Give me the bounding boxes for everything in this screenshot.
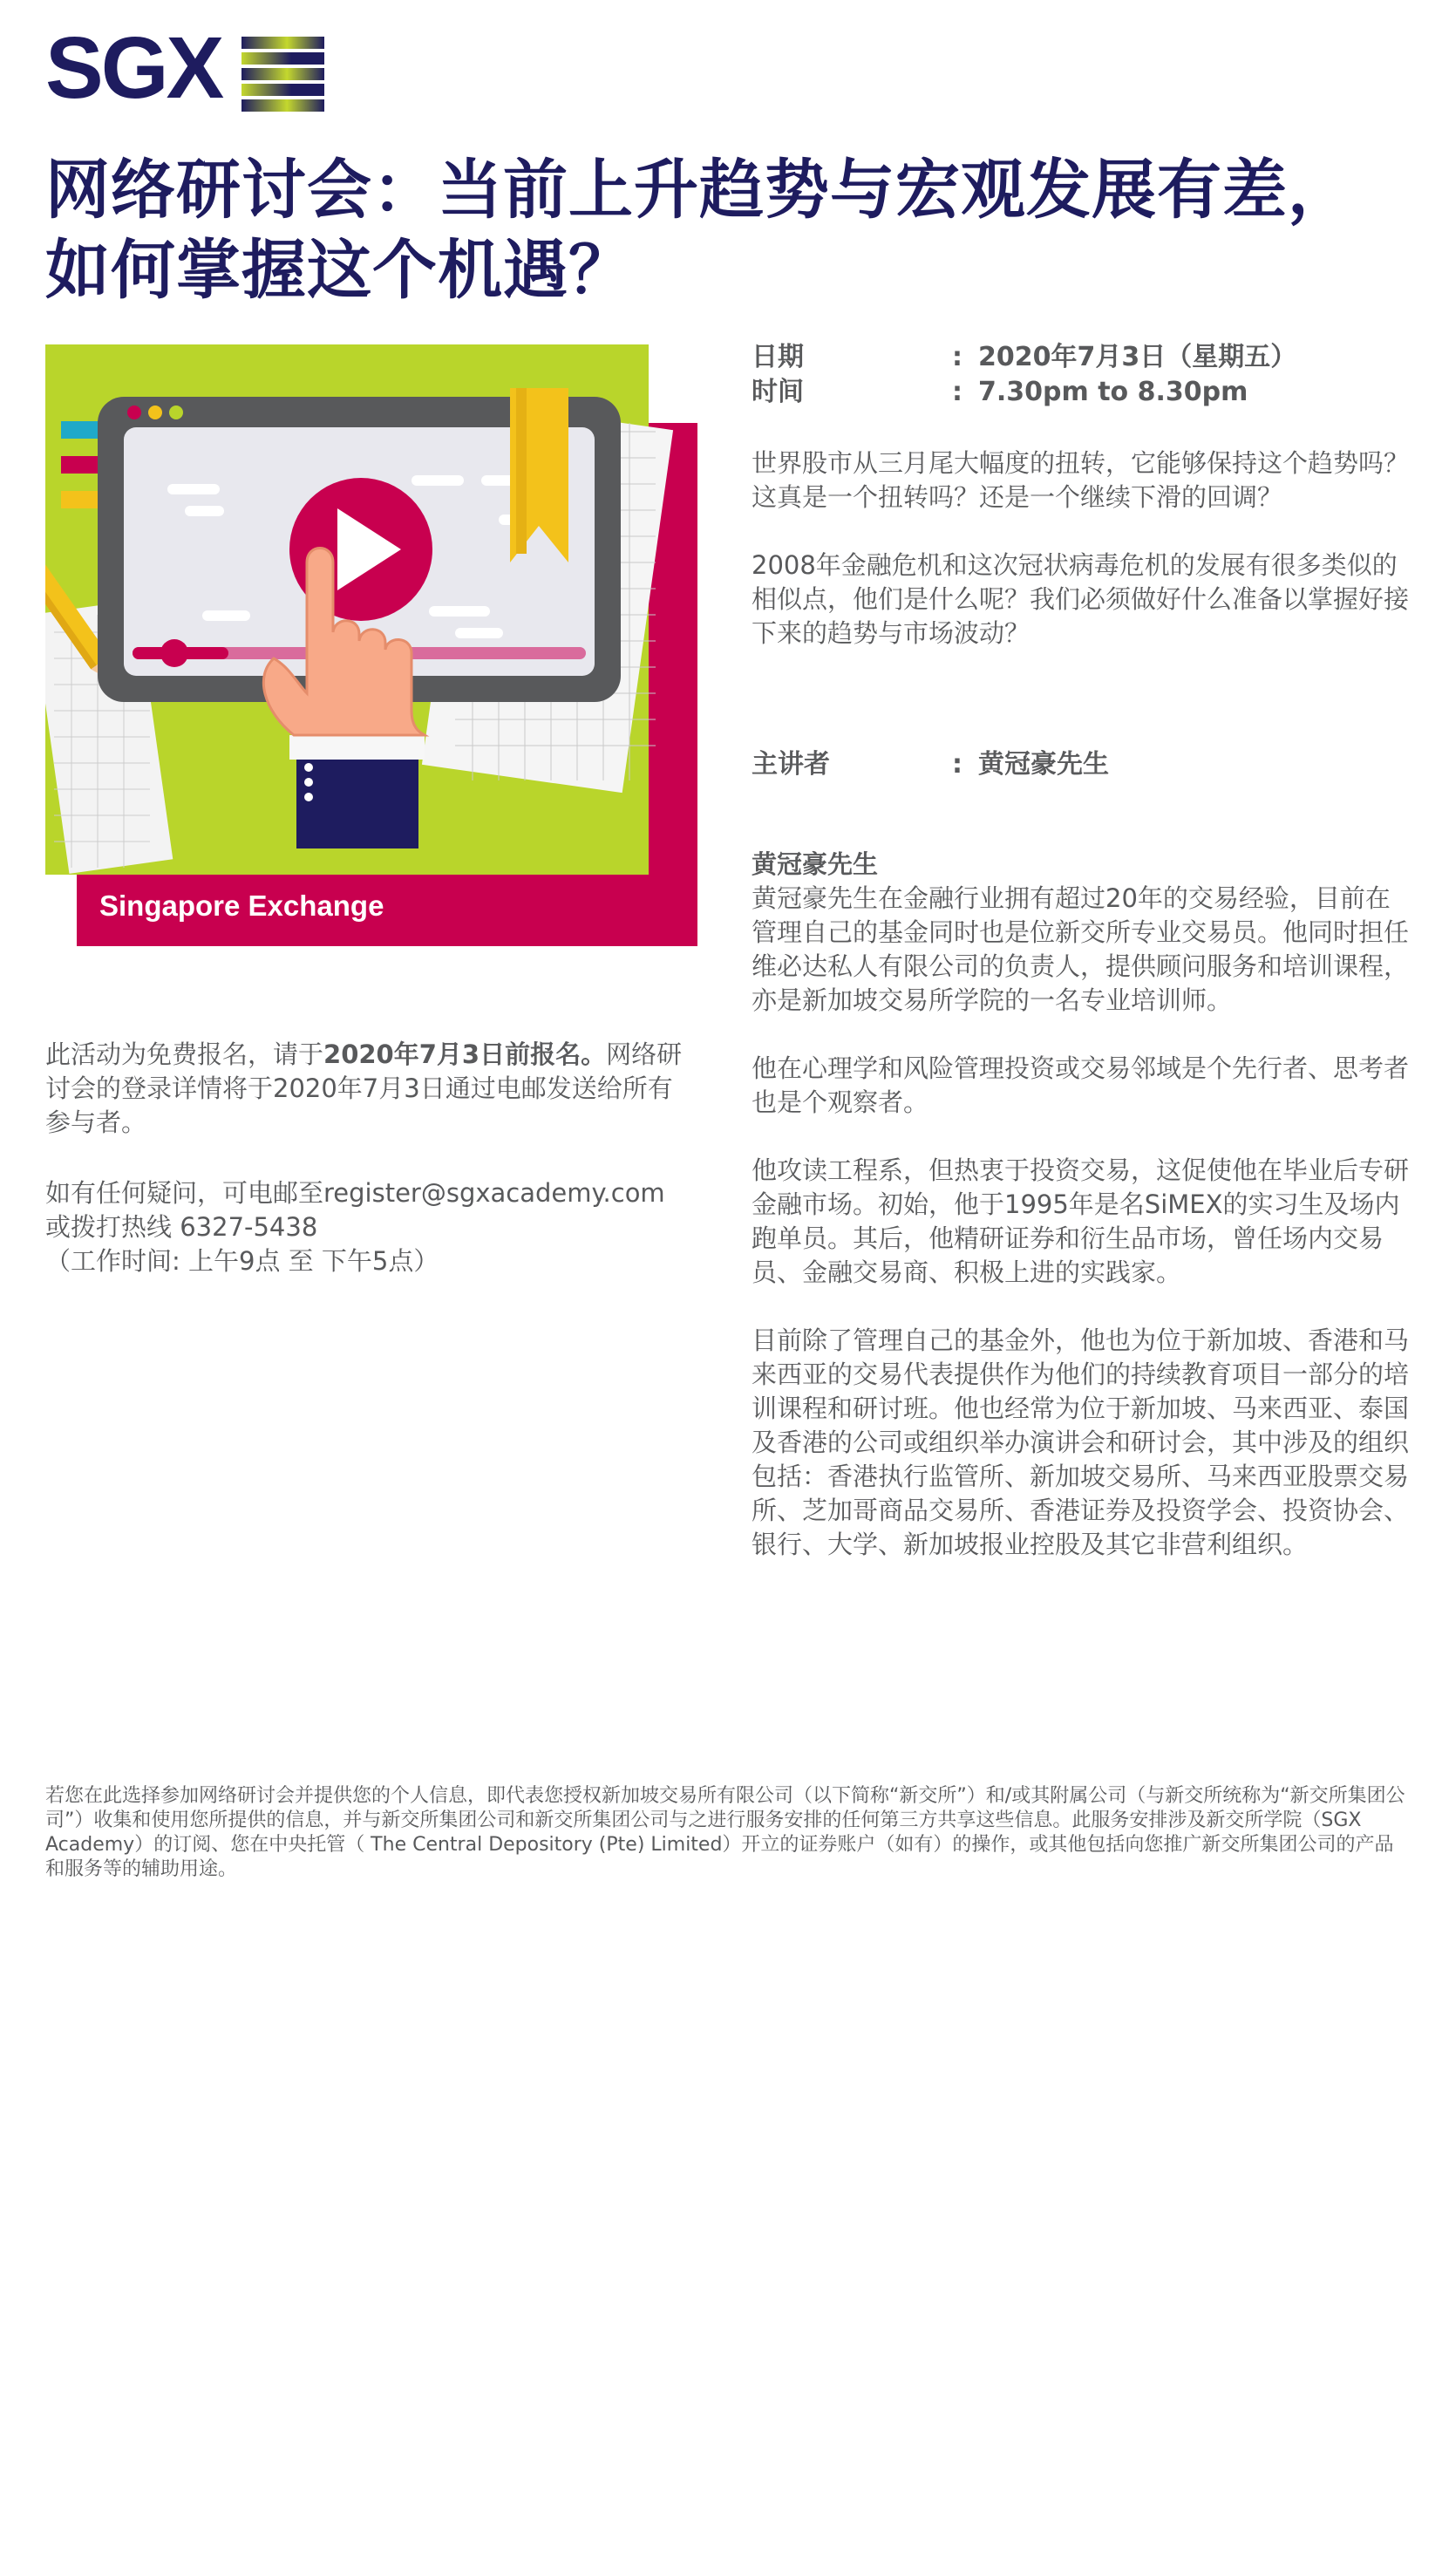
webinar-illustration [45,344,697,946]
hero-banner-text: Singapore Exchange [99,889,384,922]
logo-wordmark: SGX [45,19,222,117]
contact-hours: （工作时间: 上午9点 至 下午5点） [45,1246,439,1276]
registration-text-before: 此活动为免费报名，请于 [45,1039,324,1069]
bio-paragraph-1: 黄冠豪先生在金融行业拥有超过20年的交易经验，目前在管理自己的基金同时也是位新交所专业交易员。他同时担任维必达私人有限公司的负责人，提供顾问服务和培训课程，亦是新加坡交易所学院的一名专业培训师。 [752,883,1410,1015]
bio-paragraph-2: 他在心理学和风险管理投资或交易邻域是个先行者、思考者也是个观察者。 [752,1053,1410,1117]
date-colon: : [952,342,962,372]
date-row [752,340,1414,375]
date-value: 2020年7月3日（星期五） [978,342,1297,372]
page-title [45,150,1405,310]
registration-text-after: 网络研讨会的登录详情将于2020年7月3日通过电邮发送给所有参与者。 [45,1039,683,1137]
registration-paragraph [45,1038,690,1140]
title-line-2: 如何掌握这个机遇？ [45,233,634,308]
time-value: 7.30pm to 8.30pm [978,377,1248,407]
intro-paragraph-1: 世界股市从三月尾大幅度的扭转，它能够保持这个趋势吗？这真是一个扭转吗？还是一个继续下滑的回调？ [752,448,1410,512]
bio-paragraph-4: 目前除了管理自己的基金外，他也为位于新加坡、香港和马来西亚的交易代表提供作为他们的持续教育项目一部分的培训课程和研讨班。他也经常为位于新加坡、马来西亚、泰国及香港的公司或组织举办演讲会和研讨会，其中涉及的组织包括：香港执行监管所、新加坡交易所、马来西亚股票交易所、芝加哥商品交易所、香港证券及投资学会、投资协会、银行、大学、新加坡报业控股及其它非营利组织。 [752,1325,1410,1559]
speaker-colon: : [952,749,962,780]
bio-paragraph-3: 他攻读工程系，但热衷于投资交易，这促使他在毕业后专研金融市场。初始，他于1995年是名SiMEX的实习生及场内跑单员。其后，他精研证券和衍生品市场，曾任场内交易员、金融交易商、积极上进的实践家。 [752,1155,1410,1287]
intro-paragraph-2: 2008年金融危机和这次冠状病毒危机的发展有很多类似的相似点，他们是什么呢？我们必须做好什么准备以掌握好接下来的趋势与市场波动？ [752,550,1410,648]
bio-name: 黄冠豪先生 [752,849,879,879]
sgx-logo [45,19,324,120]
title-line-1: 网络研讨会：当前上升趋势与宏观发展有差， [45,153,1353,228]
contact-paragraph [45,1176,690,1278]
date-label: 日期 [752,342,804,372]
registration-deadline: 2020年7月3日前报名。 [323,1039,607,1069]
speaker-value: 黄冠豪先生 [978,749,1109,780]
speaker-row [752,747,1414,782]
time-label: 时间 [752,377,804,407]
time-colon: : [952,377,962,407]
registration-section [45,1038,690,1315]
event-details [752,340,1414,1596]
time-row [752,375,1414,410]
contact-email-line: 如有任何疑问，可电邮至register@sgxacademy.com [45,1178,665,1208]
logo-mark-icon [241,37,324,112]
speaker-label: 主讲者 [752,749,830,780]
privacy-disclaimer: 若您在此选择参加网络研讨会并提供您的个人信息，即代表您授权新加坡交易所有限公司（以下简称“新交所”）和/或其附属公司（与新交所统称为“新交所集团公司”）收集和使用您所提供的信息，并与新交所集团公司和新交所集团公司与之进行服务安排的任何第三方共享这些信息。此服务安排涉及新交所学院（SGX Academy）的订阅、您在中央托管（ The Central Depository (Pte) Limited）开立的证券账户（如有）的操作，或其他包括向您推广新交所集团公司的产品和服务等的辅助用途。 [45,1785,1405,1880]
contact-hotline: 或拨打热线 6327-5438 [45,1212,318,1242]
